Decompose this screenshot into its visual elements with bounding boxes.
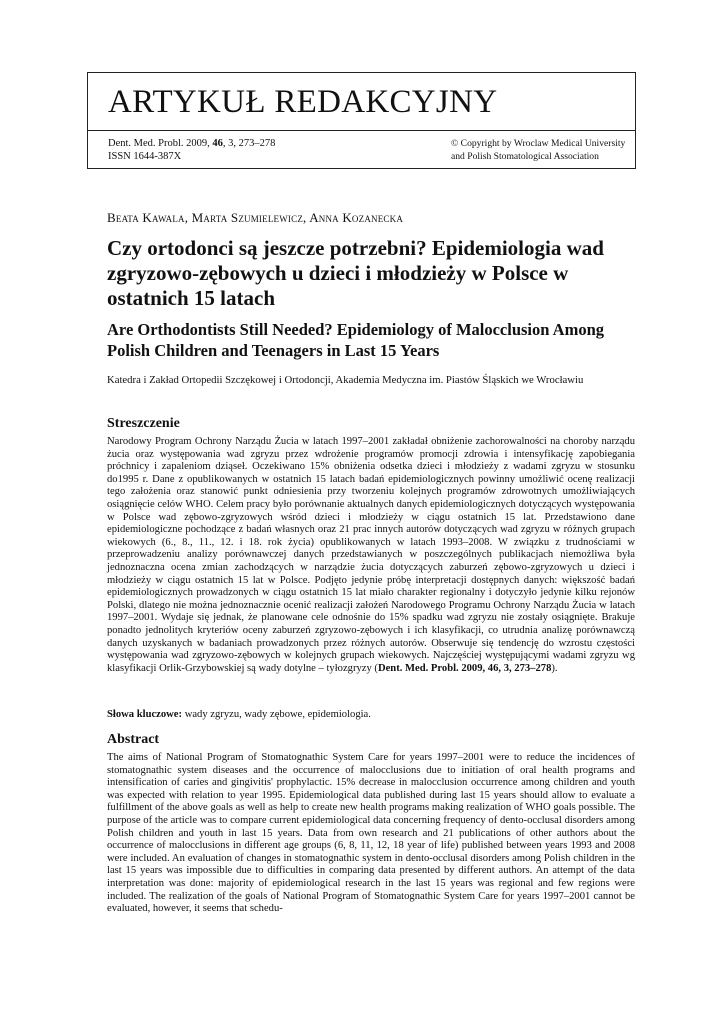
streszczenie-text: Narodowy Program Ochrony Narządu Żucia w latach 1997–2001 zakładał obniżenie zachorowalności na choroby narządu żucia oraz występowania wad zgryzu przez wdrożenie programów promocji zdrowia i intensyfikację zapobiegania próchnicy i zapaleniom dziąseł. Oczekiwano 15% obniżenia odsetka dzieci i młodzieży z wadami zgryzu w stosunku do1995 r. Dane z opublikowanych w ostatnich 15 latach badań epidemiologicznych powinny umożliwić ocenę realizacji tego założenia oraz stanowić punkt odniesienia przy tworzeniu kolejnych programów zdrowotnych umożliwiających osiągnięcie celów WHO. Celem pracy było porównanie aktualnych danych epidemiologicznych dotyczących występowania w Polsce wad zębowo-zgryzowych wśród dzieci i młodzieży w ciągu ostatnich 15 lat. Przedstawiono dane epidemiologiczne pochodzące z badań własnych oraz 21 prac innych autorów dotyczących wad zgryzu w różnych grupach wiekowych (6., 8., 11., 12. i 18. rok życia) opublikowanych w latach 1993–2008. W związku z trudnościami w przeprowadzeniu analizy porównawczej danych przedstawianych w poszczególnych publikacjach niemożliwa była jednoznaczna ocena zmian zachodzących w narządzie żucia dotyczących zaburzeń zębowo-zgryzowych u dzieci i młodzieży w ciągu ostatnich 15 lat w Polsce. Podjęto jedynie próbę interpretacji dostępnych danych: większość badań epidemiologicznych prowadzonych w ciągu ostatnich 15 lat miało charakter regionalny i dotyczyło jedynie kilku rejonów Polski, dlatego nie można jednoznacznie ocenić realizacji założeń Narodowego Programu Ochrony Narządu Żucia w latach 1997–2001. Wydaje się jednak, że planowane cele odnośnie do 15% spadku wad zgryzu nie zostały osiągnięte. Brakuje ponadto jednolitych kryteriów oceny zaburzeń zgryzowo-zębowych i ich klasyfikacji, co utrudnia analizę porównawczą danych uzyskanych w badaniach prowadzonych przez różnych autorów. Obserwuje się tendencję do wzrostu częstości występowania wad zgryzowo-zębowych w kolejnych grupach wiekowych. Najczęściej występującymi wadami zgryzu wg klasyfikacji Orlik-Grzybowskiej są wady dotylne – tyłozgryzy ( (107, 436, 635, 674)
streszczenie-section (107, 415, 635, 675)
copyright-line-1: © Copyright by Wroclaw Medical University (451, 138, 626, 149)
issn: ISSN 1644-387X (108, 151, 182, 162)
citation-rest: , 3, 273–278 (222, 138, 276, 149)
affiliation: Katedra i Zakład Ortopedii Szczękowej i Ortodoncji, Akademia Medyczna im. Piastów Śląskich we Wrocławiu (107, 374, 584, 386)
journal-info-box (87, 131, 636, 169)
abstract-heading: Abstract (107, 732, 160, 747)
article-title-polish: Czy ortodonci są jeszcze potrzebni? Epidemiologia wad zgryzowo-zębowych u dzieci i młodzieży w Polsce w ostatnich 15 latach (107, 236, 604, 310)
article-title-english: Are Orthodontists Still Needed? Epidemiology of Malocclusion Among Polish Children and Teenagers in Last 15 Years (107, 320, 604, 360)
citation-prefix: Dent. Med. Probl. 2009, (108, 138, 213, 149)
copyright-line-2: and Polish Stomatological Association (451, 150, 599, 162)
keywords-line (107, 708, 635, 721)
streszczenie-body (107, 436, 635, 675)
streszczenie-end: ). (551, 662, 558, 674)
journal-section-title: ARTYKUŁ REDAKCYJNY (108, 84, 498, 120)
keywords-label: Słowa kluczowe: (107, 709, 183, 720)
journal-header-box (87, 72, 636, 131)
article-authors: Beata Kawala, Marta Szumielewicz, Anna Kozanecka (107, 210, 404, 225)
copyright-block (451, 138, 625, 163)
abstract-section (107, 731, 635, 916)
streszczenie-heading: Streszczenie (107, 416, 180, 431)
abstract-body: The aims of National Program of Stomatognathic System Care for years 1997–2001 were to reduce the incidences of stomatognathic system diseases and the occurrence of malocclusions due to initiation of oral health programs and intensification of caries and gingivitis' prophylactic. 15% decrease in malocclusion occurrence among children and youth was expected with relation to year 1995. Epidemiological data published during last 15 years should allow to evaluate a fulfillment of the above goals as well as help to create new health programs making realization of WHO goals possible. The purpose of the article was to compare current epidemiological data concerning frequency of dento-occlusal disorders among Polish children and youth in last 15 years. Data from own research and 21 publications of other authors about the occurrence of malocclusions in different age groups (6, 8, 11, 12, 18 year of life) published between years 1993 and 2008 were included. An evaluation of changes in stomatognathic system in dento-occlusal disorders among Polish children in the last 15 years was impossible due to difficulties in comparing data presented by different authors. An attempt of the data interpretation was done: majority of epidemiological research in the last 15 years was regional and few regions were included. The realization of the goals of National Program of Stomatognathic System Care for years 1997–2001 cannot be evaluated, however, it seems that schedu- (107, 752, 635, 915)
streszczenie-citation: Dent. Med. Probl. 2009, 46, 3, 273–278 (377, 662, 552, 674)
citation-block (108, 137, 275, 163)
citation-line (108, 137, 275, 150)
citation-volume: 46 (212, 138, 223, 149)
keywords-text: wady zgryzu, wady zębowe, epidemiologia. (182, 709, 371, 720)
